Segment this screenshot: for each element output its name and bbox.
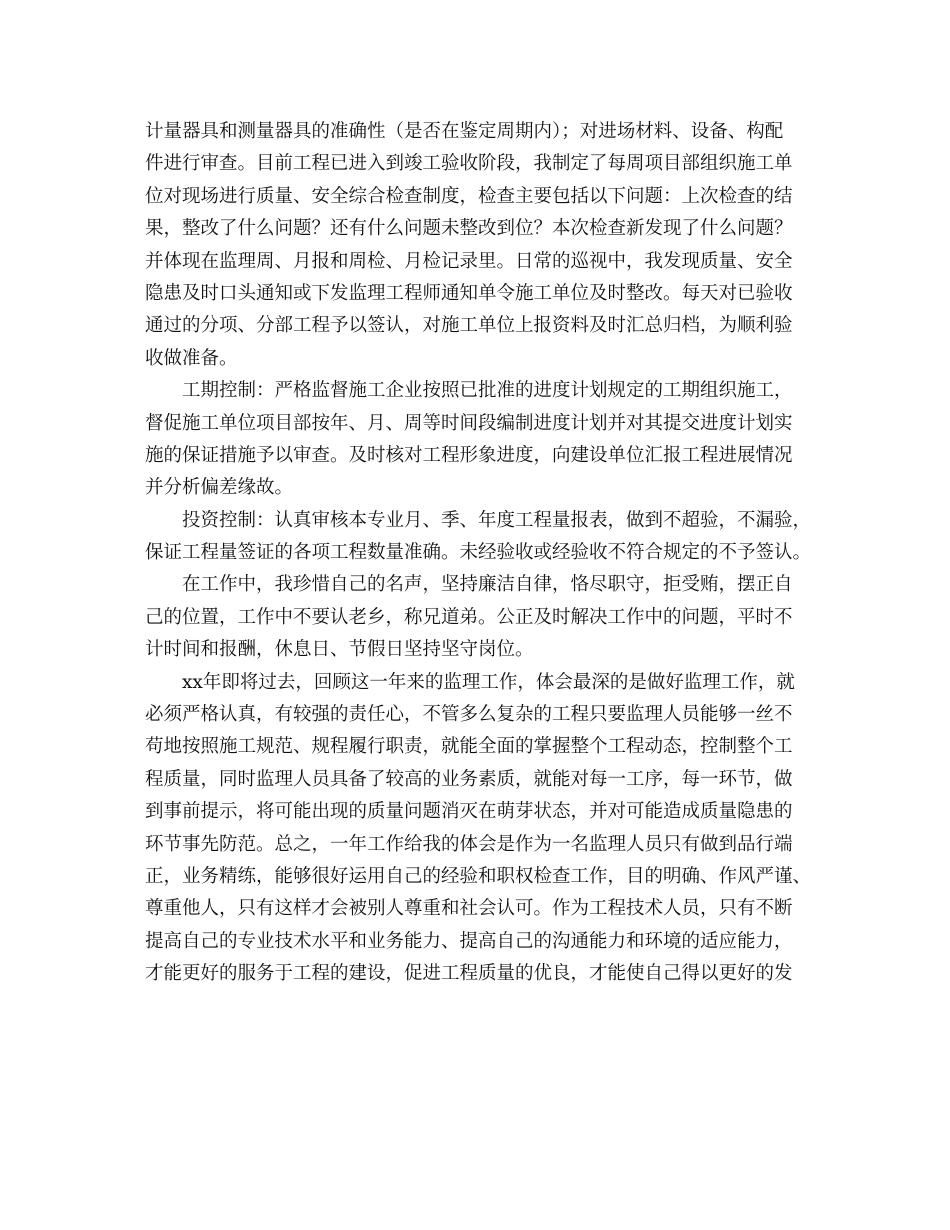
- text-line: 己的位置，工作中不要认老乡，称兄道弟。公正及时解决工作中的问题，平时不: [145, 606, 793, 628]
- text-line: 收做准备。: [145, 347, 238, 369]
- text-line: 保证工程量签证的各项工程数量准确。未经验收或经验收不符合规定的不予签认。: [145, 542, 812, 564]
- text-line: 督促施工单位项目部按年、月、周等时间段编制进度计划并对其提交进度计划实: [145, 412, 793, 434]
- text-line: 位对现场进行质量、安全综合检查制度，检查主要包括以下问题：上次检查的结: [145, 185, 793, 207]
- text-line: 在工作中，我珍惜自己的名声，坚持廉洁自律，恪尽职守，拒受贿，摆正自: [182, 574, 793, 596]
- text-line: 尊重他人，只有这样才会被别人尊重和社会认可。作为工程技术人员，只有不断: [145, 898, 793, 920]
- text-line: xx年即将过去，回顾这一年来的监理工作，体会最深的是做好监理工作，就: [182, 671, 795, 693]
- text-line: 隐患及时口头通知或下发监理工程师通知单令施工单位及时整改。每天对已验收: [145, 282, 793, 304]
- text-line: 苟地按照施工规范、规程履行职责，就能全面的掌握整个工程动态，控制整个工: [145, 736, 793, 758]
- document-body: [145, 116, 812, 991]
- text-line: 工期控制：严格监督施工企业按照已批准的进度计划规定的工期组织施工，: [182, 380, 793, 402]
- text-line: 计时间和报酬，休息日、节假日坚持坚守岗位。: [145, 639, 534, 661]
- text-line: 环节事先防范。总之，一年工作给我的体会是作为一名监理人员只有做到品行端: [145, 833, 793, 855]
- text-line: 通过的分项、分部工程予以签认，对施工单位上报资料及时汇总归档，为顺利验: [145, 315, 793, 337]
- text-line: 并分析偏差缘故。: [145, 477, 294, 499]
- text-line: 必须严格认真，有较强的责任心，不管多么复杂的工程只要监理人员能够一丝不: [145, 704, 793, 726]
- text-line: 到事前提示，将可能出现的质量问题消灭在萌芽状态，并对可能造成质量隐患的: [145, 801, 793, 823]
- text-line: 投资控制：认真审核本专业月、季、年度工程量报表，做到不超验，不漏验，: [182, 509, 812, 531]
- text-line: 才能更好的服务于工程的建设，促进工程质量的优良，才能使自己得以更好的发: [145, 963, 793, 985]
- text-line: 提高自己的专业技术水平和业务能力、提高自己的沟通能力和环境的适应能力，: [145, 930, 793, 952]
- text-line: 并体现在监理周、月报和周检、月检记录里。日常的巡视中，我发现质量、安全: [145, 250, 793, 272]
- text-line: 计量器具和测量器具的准确性（是否在鉴定周期内）；对进场材料、设备、构配: [145, 121, 784, 142]
- text-line: 正，业务精练，能够很好运用自己的经验和职权检查工作，目的明确、作风严谨、: [145, 865, 812, 887]
- text-line: 果，整改了什么问题？还有什么问题未整改到位？本次检查新发现了什么问题？: [145, 218, 793, 240]
- text-line: 程质量，同时监理人员具备了较高的业务素质，就能对每一工序，每一环节，做: [145, 768, 793, 790]
- text-line: 施的保证措施予以审查。及时核对工程形象进度，向建设单位汇报工程进展情况: [145, 444, 793, 466]
- text-line: 件进行审查。目前工程已进入到竣工验收阶段，我制定了每周项目部组织施工单: [145, 153, 793, 175]
